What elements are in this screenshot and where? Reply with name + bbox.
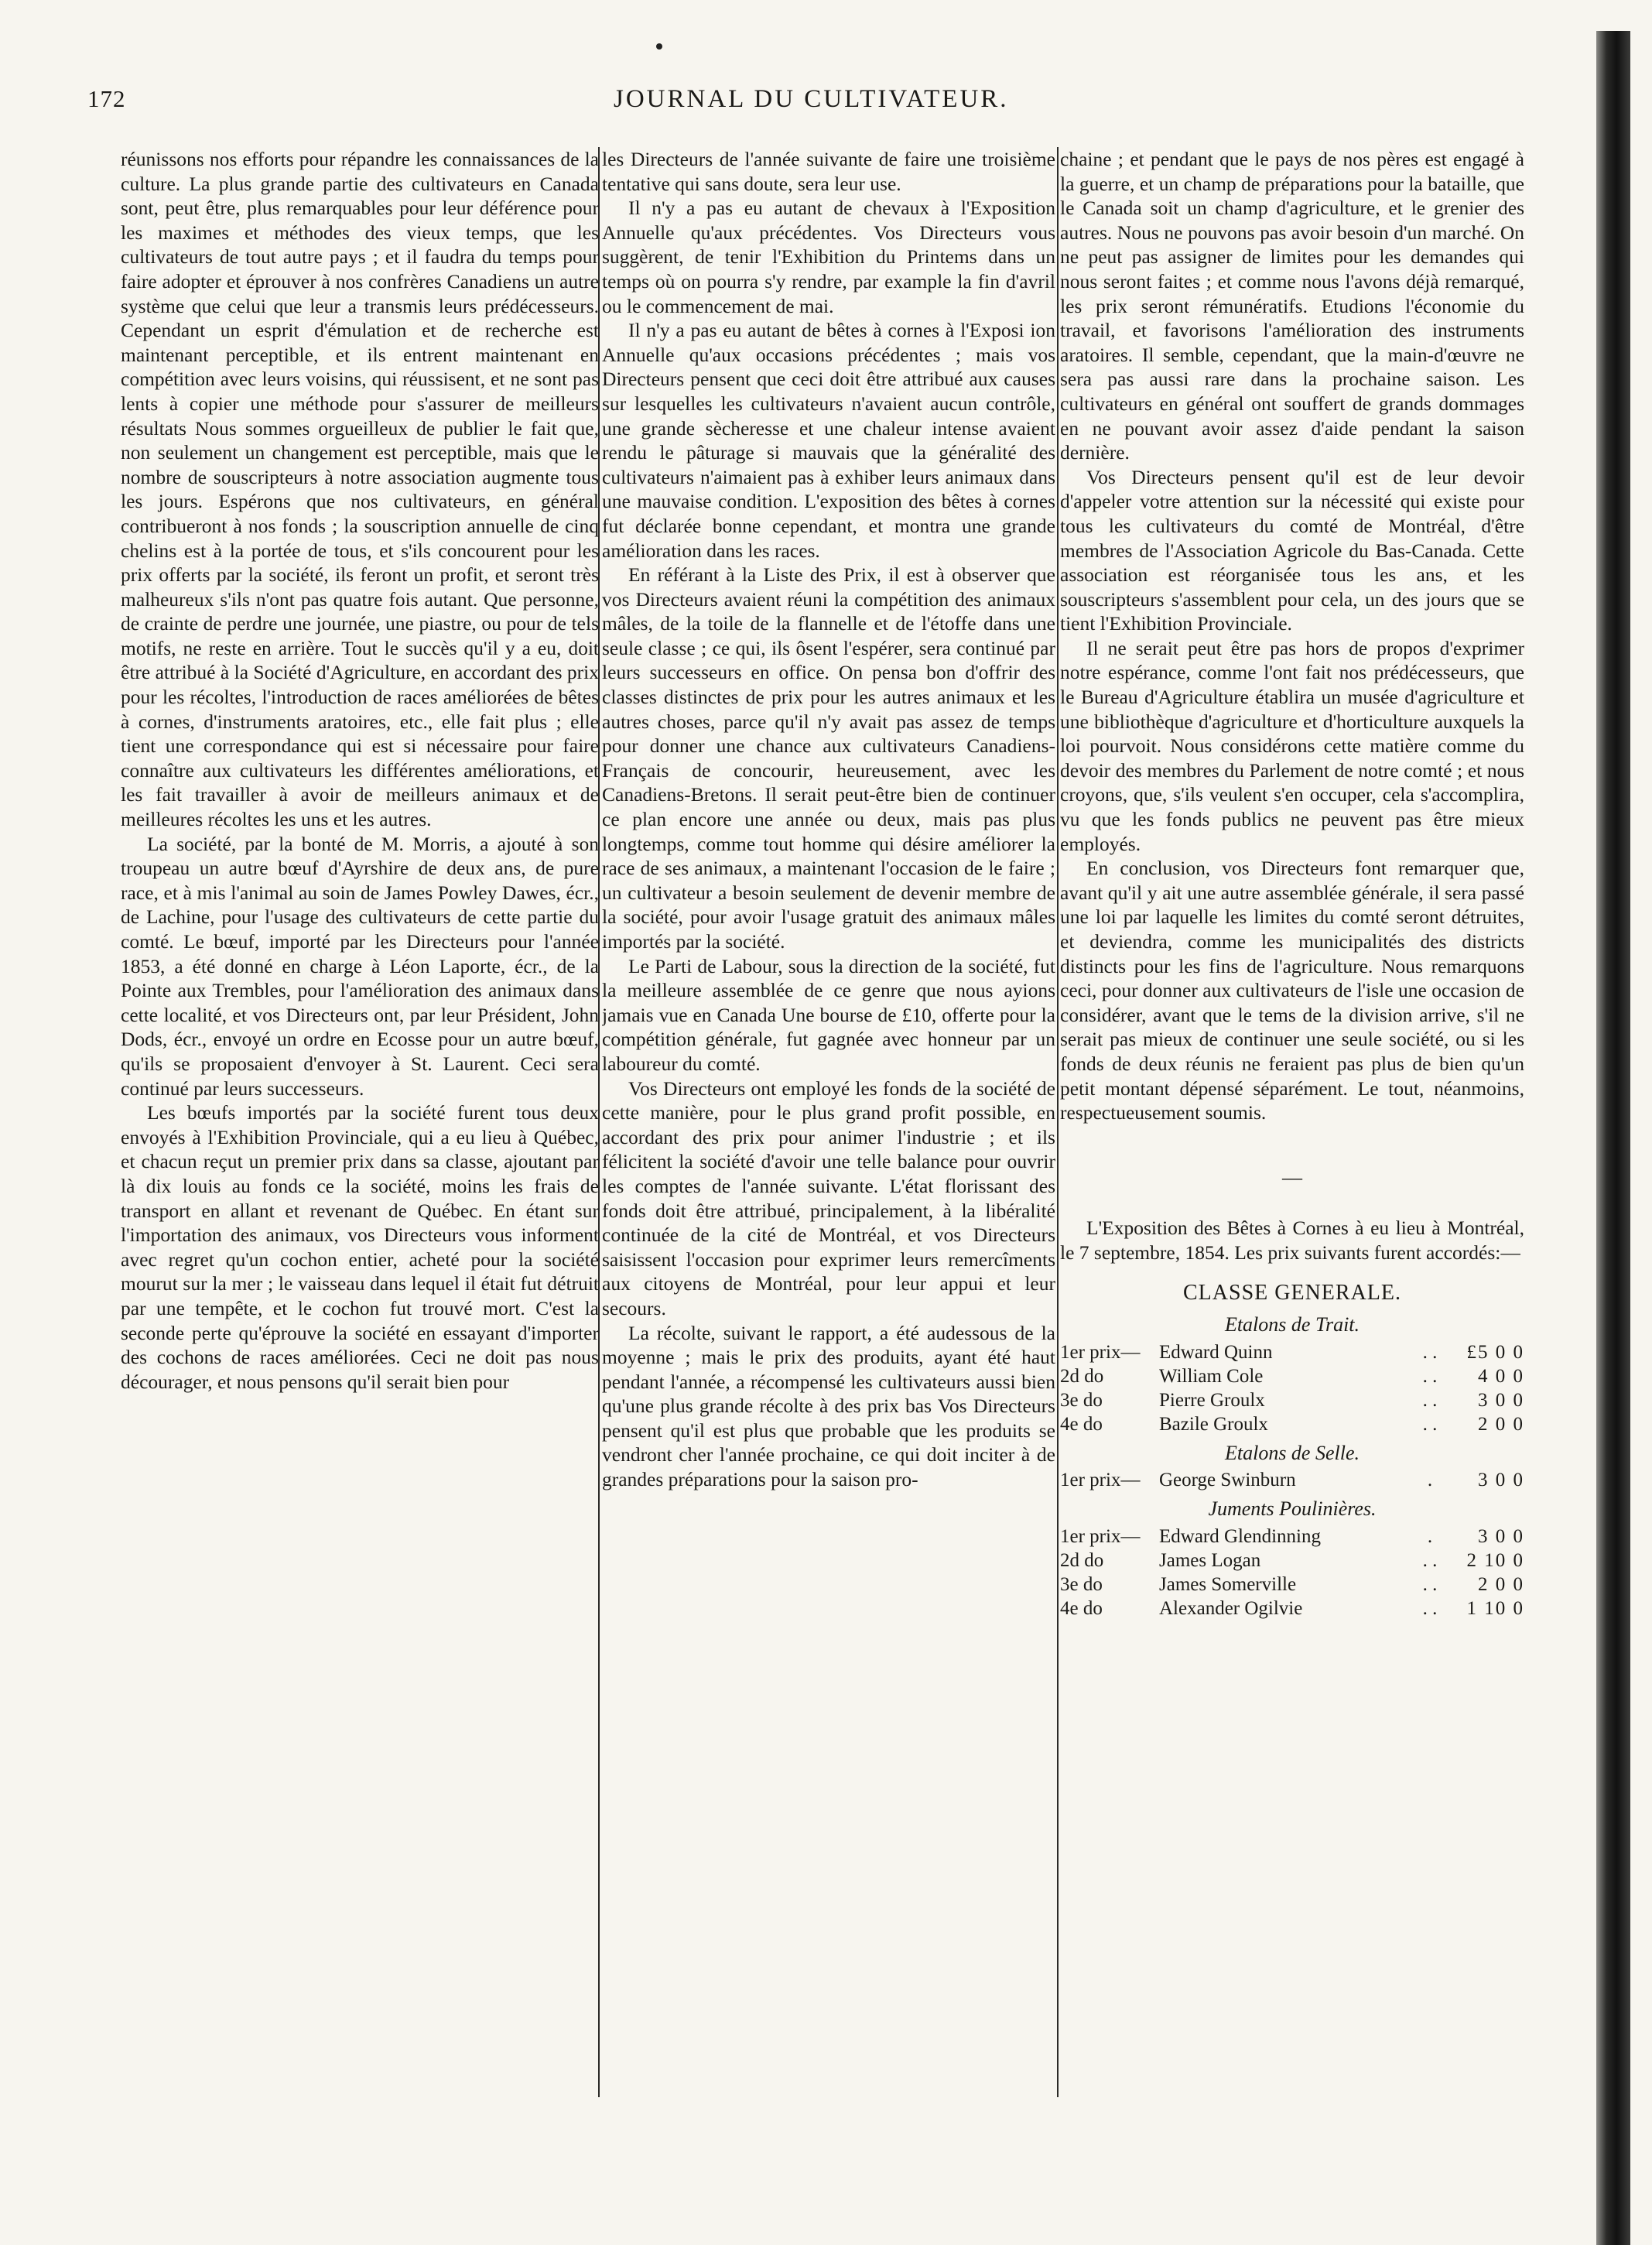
prize-table <box>1060 1525 1524 1620</box>
prize-winner: James Somerville <box>1159 1573 1297 1595</box>
prize-amount: 2 0 0 <box>1478 1573 1524 1595</box>
scan-edge-shadow <box>1596 31 1630 2245</box>
leader-dots: . <box>1427 1470 1433 1491</box>
prize-row <box>1060 1412 1524 1436</box>
ink-speck <box>656 43 662 50</box>
paragraph: En conclusion, vos Directeurs font remarquer que, avant qu'il y ait une autre assemblée générale, il sera passé une loi par laquelle les limites du comté seront détruites, et deviendra, comme les municipalités des districts distincts pour les fins de l'agriculture. Nous remarquons ceci, pour donner aux cultivateurs de l'isle une occasion de considérer, avant que le tems de la division arrive, s'il ne serait pas mieux de continuer une seule société, ou si les fonds de deux réunis ne feraient pas plus de bien qu'un petit montant dépensé séparément. Le tout, néanmoins, respectueusement soumis. <box>1060 857 1524 1124</box>
paragraph: les Directeurs de l'année suivante de faire une troisième tentative qui sans doute, sera leur use. <box>602 148 1055 195</box>
text-column-right <box>1060 147 1524 2128</box>
paragraph: La récolte, suivant le rapport, a été audessous de la moyenne ; mais le prix des produits, ayant été haut pendant l'année, a récompensé les cultivateurs aussi bien qu'une plus grande récolte à des prix bas Vos Directeurs pensent qu'il est plus que probable que les produits se vendront cher l'année prochaine, ce qui doit inciter à de grandes préparations pour la saison pro- <box>602 1321 1055 1491</box>
prize-rank: 2d do <box>1060 1549 1104 1571</box>
exhibition-notice: L'Exposition des Bêtes à Cornes à eu lieu à Montréal, le 7 septembre, 1854. Les prix suivants furent accordés:— <box>1060 1217 1524 1264</box>
leader-dots: . . <box>1422 1413 1438 1435</box>
paragraph: Il n'y a pas eu autant de bêtes à cornes à l'Exposi ion Annuelle qu'aux occasions précédentes ; mais vos Directeurs pensent que ceci doit être attribué aux causes sur lesquelles les cultivateurs n'avaient aucun contrôle, une grande sècheresse et une chaleur intense avaient rendu le pâturage si mauvais que la généralité des cultivateurs n'aimaient pas à exhiber leurs animaux dans une mauvaise condition. L'exposition des bêtes à cornes fut déclarée bonne cependant, et montra une grande amélioration dans les races. <box>602 319 1055 562</box>
section-separator: — <box>1282 1165 1302 1189</box>
prize-rank: 1er prix— <box>1060 1470 1141 1491</box>
prize-winner: Edward Glendinning <box>1159 1525 1321 1547</box>
prize-winner: Edward Quinn <box>1159 1341 1273 1363</box>
leader-dots: . . <box>1422 1573 1438 1595</box>
prize-amount: 3 0 0 <box>1478 1389 1524 1411</box>
prize-row <box>1060 1340 1524 1364</box>
prize-amount: 1 10 0 <box>1466 1597 1524 1619</box>
paragraph: réunissons nos efforts pour répandre les connaissances de la culture. La plus grande partie des cultivateurs en Canada sont, peut être, plus remarquables pour leur déférence pour les maximes et méthodes des vieux temps, que les cultivateurs de tout autre pays ; et il faudra du temps pour faire adopter et éprouver à nos confrères Canadiens un autre système que celui que leur a transmis leurs prédécesseurs. Cependant un esprit d'émulation et de recherche est maintenant perceptible, et ils entrent maintenant en compétition avec leurs voisins, qui réussisent, et ne sont pas lents à copier une méthode pour s'assurer de meilleurs résultats Nous sommes orgueilleux de publier le fait que, non seulement un changement est perceptible, mais que le nombre de souscripteurs à notre association augmente tous les jours. Espérons que nos cultivateurs, en général contribueront à nos fonds ; la souscription annuelle de cinq chelins est à la portée de tous, et s'ils concourent pour les prix offerts par la société, ils feront un profit, et seront très malheureux s'ils n'ont pas quatre fois autant. Que personne, de crainte de perdre une journée, une piastre, ou pour de tels motifs, ne reste en arrière. Tout le succès qu'il y a eu, doit être attribué à la Société d'Agriculture, en accordant des prix pour les récoltes, l'introduction de races améliorées de bêtes à cornes, d'instruments aratoires, etc., elle fait plus ; elle tient une correspondance qui est si nécessaire pour faire connaître aux cultivateurs les différentes améliorations, et les fait travailler à avoir de meilleurs animaux et de meilleures récoltes les uns et les autres. <box>121 148 599 831</box>
prize-amount: 3 0 0 <box>1478 1525 1524 1547</box>
prize-rank: 4e do <box>1060 1597 1103 1619</box>
page-number: 172 <box>87 85 126 112</box>
prize-class-heading: CLASSE GENERALE. <box>1183 1280 1401 1305</box>
paragraph: La société, par la bonté de M. Morris, a ajouté à son troupeau un autre bœuf d'Ayrshire de deux ans, de pure race, et à mis l'animal au soin de James Powley Dawes, écr., de Lachine, pour l'usage des cultivateurs de cette partie du comté. Le bœuf, importé par les Directeurs pour l'année 1853, a été donné en charge à Léon Laporte, écr., de la Pointe aux Trembles, pour l'amélioration des animaux dans cette localité, et vos Directeurs ont, par leur Président, John Dods, écr., envoyé un ordre en Ecosse pour un autre bœuf, qu'ils se proposaient d'envoyer à St. Laurent. Ceci sera continué par leurs successeurs. <box>121 832 599 1100</box>
prize-category-heading: Juments Poulinières. <box>1208 1497 1377 1521</box>
paragraph: Vos Directeurs ont employé les fonds de la société de cette manière, pour le plus grand profit possible, en accordant des prix pour animer l'industrie ; et ils félicitent la société d'avoir une telle balance pour ouvrir les comptes de l'année suivante. L'état florissant des fonds doit être attribué, principalement, à la libéralité continuée de la cité de Montréal, et vos Directeurs saisissent l'occasion pour exprimer leurs remercîments aux citoyens de Montréal, pour leur appui et leur secours. <box>602 1076 1055 1319</box>
page-header <box>87 82 1554 121</box>
prize-row <box>1060 1525 1524 1549</box>
leader-dots: . <box>1427 1525 1433 1547</box>
prize-amount: 4 0 0 <box>1478 1365 1524 1387</box>
paragraph: Il ne serait peut être pas hors de propos d'exprimer notre espérance, comme l'ont fait nos prédécesseurs, que le Bureau d'Agriculture établira un musée d'agriculture et une bibliothèque d'agriculture et d'horticulture auxquels la loi pourvoit. Nous considérons cette matière comme du devoir des membres du Parlement de notre comté ; et nous croyons, que, s'ils veulent s'en occuper, cela s'accomplira, vu que les fonds publics ne peuvent pas être mieux employés. <box>1060 636 1524 855</box>
text-column-left <box>121 147 599 2128</box>
paragraph: En référant à la Liste des Prix, il est à observer que vos Directeurs avaient réuni la compétition des animaux mâles, de la toile de la flannelle et de l'étoffe dans une seule classe ; ce qui, ils ôsent l'espérer, sera continué par leurs successeurs en office. On pensa bon d'offrir des classes distinctes de prix pour les autres animaux et les autres choses, parce qu'il n'y avait pas assez de temps pour donner une chance aux cultivateurs Canadiens-Français de concourir, heureusement, avec les Canadiens-Bretons. Il serait peut-être bien de continuer ce plan encore une année ou deux, mais pas plus longtemps, comme tout homme qui désire améliorer la race de ses animaux, a maintenant l'occasion de le faire ; un cultivateur a besoin seulement de devenir membre de la société, pour avoir l'usage gratuit des animaux mâles importés par la société. <box>602 563 1055 953</box>
prize-winner: Pierre Groulx <box>1159 1389 1265 1411</box>
paragraph: Vos Directeurs pensent qu'il est de leur devoir d'appeler votre attention sur la nécessité qui existe pour tous les cultivateurs du comté de Montréal, d'être membres de l'Association Agricole du Bas-Canada. Cette association est réorganisée tous les ans, et les souscripteurs s'assemblent pour cela, un des jours que se tient l'Exhibition Provinciale. <box>1060 465 1524 635</box>
prize-row <box>1060 1573 1524 1596</box>
column-rule-right <box>1057 147 1059 2097</box>
paragraph: Il n'y a pas eu autant de chevaux à l'Exposition Annuelle qu'aux précédentes. Vos Directeurs vous suggèrent, de tenir l'Exhibition du Printems dans un temps où on pourra s'y rendre, par example la fin d'avril ou le commencement de mai. <box>602 197 1055 317</box>
leader-dots: . . <box>1422 1341 1438 1363</box>
paragraph: Le Parti de Labour, sous la direction de la société, fut la meilleure assemblée de ce genre que nous ayions jamais vue en Canada Une bourse de £10, offerte pour la compétition générale, fut gagnée avec honneur par un laboureur du comté. <box>602 954 1055 1075</box>
prize-winner: Bazile Groulx <box>1159 1413 1268 1435</box>
prize-winner: William Cole <box>1159 1365 1264 1387</box>
prize-amount: £5 0 0 <box>1466 1341 1524 1363</box>
prize-amount: 2 0 0 <box>1478 1413 1524 1435</box>
prize-row <box>1060 1468 1524 1492</box>
prize-rank: 3e do <box>1060 1389 1103 1411</box>
prize-row <box>1060 1596 1524 1620</box>
prize-winner: George Swinburn <box>1159 1470 1296 1491</box>
prize-winner: James Logan <box>1159 1549 1261 1571</box>
prize-rank: 2d do <box>1060 1365 1104 1387</box>
prize-table <box>1060 1340 1524 1436</box>
leader-dots: . . <box>1422 1365 1438 1387</box>
prize-category-heading: Etalons de Selle. <box>1224 1441 1360 1464</box>
prize-category-heading: Etalons de Trait. <box>1224 1313 1360 1336</box>
paragraph: chaine ; et pendant que le pays de nos pères est engagé à la guerre, et un champ de préparations pour la bataille, que le Canada soit un champ d'agriculture, et le grenier des autres. Nous ne pouvons pas avoir besoin d'un marché. On ne peut pas assigner de limites pour les demandes qui nous seront faites ; et comme nous l'avons déjà remarqué, les prix seront rémunératifs. Etudions l'économie du travail, et favorisons l'amélioration des instruments aratoires. Il semble, cependant, que la main-d'œuvre ne sera pas aussi rare dans la prochaine saison. Les cultivateurs en général ont souffert de grands dommages en ne pouvant avoir assez d'aide pendant la saison dernière. <box>1060 148 1524 464</box>
leader-dots: . . <box>1422 1389 1438 1411</box>
prize-amount: 3 0 0 <box>1478 1470 1524 1491</box>
text-column-middle <box>602 147 1055 2128</box>
paragraph: Les bœufs importés par la société furent tous deux envoyés à l'Exhibition Provinciale, qui a eu lieu à Québec, et chacun reçut un premier prix dans sa classe, ajoutant par là dix louis au fonds ce la société, moins les frais de transport en allant et revenant de Québec. En étant sur l'importation des animaux, vos Directeurs vous informent avec regret qu'un cochon entier, acheté pour la société mourut sur la mer ; le vaisseau dans lequel il était fut détruit par une tempête, et le cochon fut trouvé mort. C'est la seconde perte qu'éprouve la société en essayant d'importer des cochons de races améliorées. Ceci ne doit pas nous décourager, et nous pensons qu'il serait bien pour <box>121 1101 599 1393</box>
prize-table <box>1060 1468 1524 1492</box>
leader-dots: . . <box>1422 1597 1438 1619</box>
prize-rank: 4e do <box>1060 1413 1103 1435</box>
prize-rank: 1er prix— <box>1060 1341 1141 1363</box>
prize-rank: 1er prix— <box>1060 1525 1141 1547</box>
prize-rank: 3e do <box>1060 1573 1103 1595</box>
prize-row <box>1060 1549 1524 1573</box>
prize-row <box>1060 1364 1524 1388</box>
running-title: JOURNAL DU CULTIVATEUR. <box>614 85 1009 113</box>
leader-dots: . . <box>1422 1549 1438 1571</box>
prize-row <box>1060 1388 1524 1412</box>
prize-winner: Alexander Ogilvie <box>1159 1597 1303 1619</box>
prize-amount: 2 10 0 <box>1466 1549 1524 1571</box>
